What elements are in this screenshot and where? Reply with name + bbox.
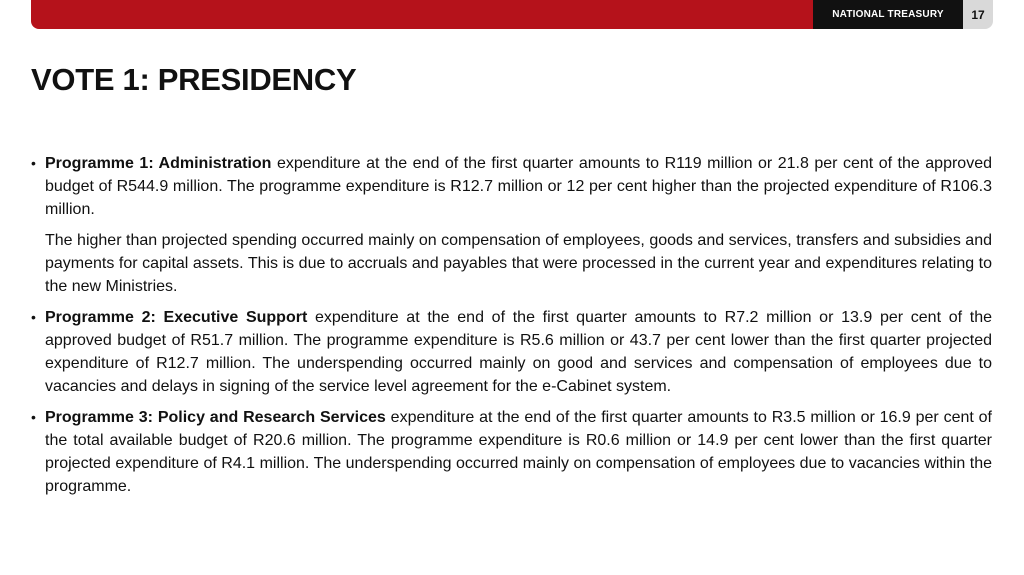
bullet-icon: • [31,409,36,425]
header-bar [31,0,993,29]
programme-heading: Programme 2: Executive Support [45,309,308,326]
paragraph-programme-3 [31,406,992,498]
paragraph-text: The higher than projected spending occurred mainly on compensation of employees, goods and services, transfers and subsidies and payments for capital assets. This is due to accruals and payables that were processed in the current year and expenditures relating to the new Ministries. [45,232,992,295]
paragraph-programme-1 [31,152,992,221]
page-title: VOTE 1: PRESIDENCY [31,62,357,97]
paragraph-programme-1-detail [31,229,992,298]
paragraph-programme-2 [31,306,992,398]
bullet-icon: • [31,309,36,325]
programme-heading: Programme 1: Administration [45,155,272,172]
paragraph-text: expenditure at the end of the first quarter amounts to R3.5 million or 16.9 per cent of the total available budget of R20.6 million. The programme expenditure is R0.6 million or 14.9 per cent lower than the first quarter projected expenditure of R4.1 million. The underspending occurred mainly on compensation of employees due to vacancies within the programme. [45,409,993,495]
paragraph-text: expenditure at the end of the first quarter amounts to R119 million or 21.8 per cent of the approved budget of R544.9 million. The programme expenditure is R12.7 million or 12 per cent higher than the projected expenditure of R106.3 million. [45,155,992,218]
slide-body [31,152,992,506]
bullet-icon: • [31,155,36,171]
header-accent [31,0,813,29]
programme-heading: Programme 3: Policy and Research Services [45,409,386,426]
page-number: 17 [963,0,993,29]
paragraph-text: expenditure at the end of the first quarter amounts to R7.2 million or 13.9 per cent of the approved budget of R51.7 million. The programme expenditure is R5.6 million or 43.7 per cent lower than the first quarter projected expenditure of R12.7 million. The underspending occurred mainly on good and services and compensation of employees due to vacancies and delays in signing of the service level agreement for the e-Cabinet system. [45,309,993,395]
brand-label: NATIONAL TREASURY [813,0,963,29]
